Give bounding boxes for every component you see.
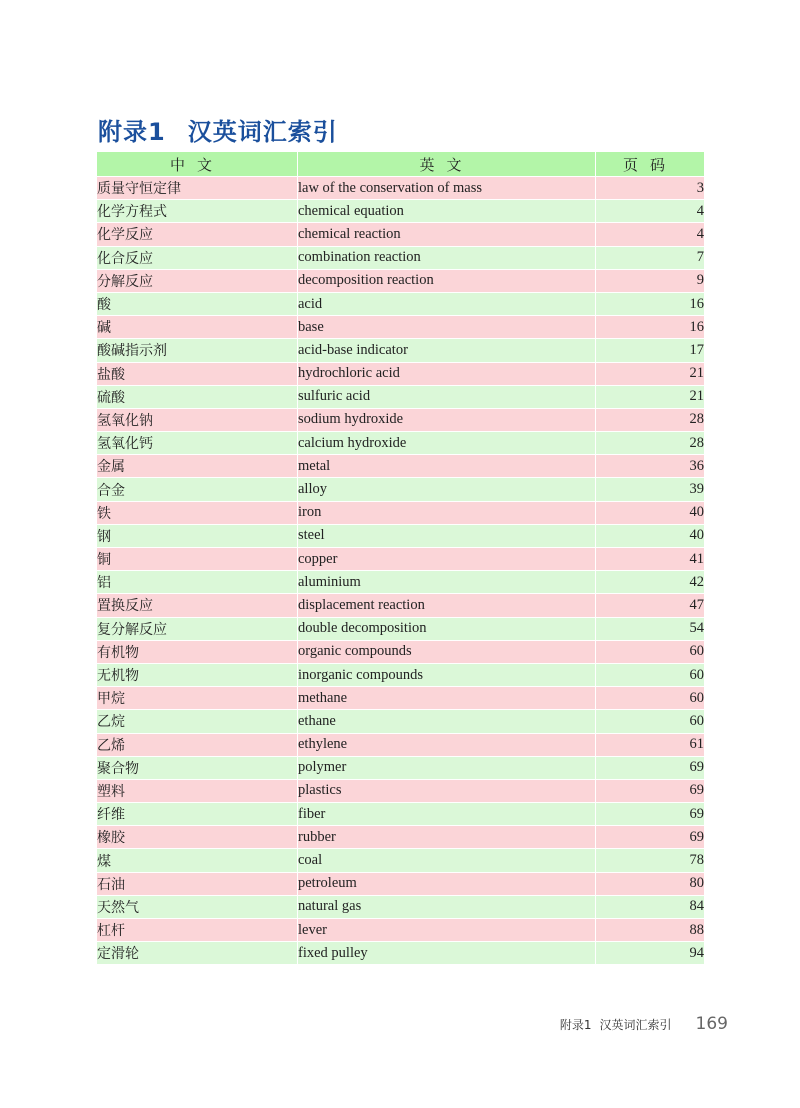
term-chinese: 乙烷 xyxy=(97,710,298,733)
table-row xyxy=(97,942,705,965)
term-english: iron xyxy=(298,501,596,524)
term-page: 41 xyxy=(596,548,705,571)
term-page: 16 xyxy=(596,292,705,315)
table-row xyxy=(97,872,705,895)
term-page: 28 xyxy=(596,432,705,455)
table-header-row xyxy=(97,152,705,177)
header-page: 页码 xyxy=(596,152,705,177)
table-row xyxy=(97,177,705,200)
term-chinese: 铝 xyxy=(97,571,298,594)
term-page: 28 xyxy=(596,408,705,431)
term-chinese: 杠杆 xyxy=(97,919,298,942)
table-row xyxy=(97,316,705,339)
term-chinese: 纤维 xyxy=(97,803,298,826)
vocabulary-index-table xyxy=(96,151,705,965)
term-page: 69 xyxy=(596,803,705,826)
term-chinese: 有机物 xyxy=(97,640,298,663)
footer-label: 附录1 xyxy=(559,1018,592,1032)
table-row xyxy=(97,548,705,571)
term-english: chemical reaction xyxy=(298,223,596,246)
table-row xyxy=(97,223,705,246)
term-page: 78 xyxy=(596,849,705,872)
term-english: base xyxy=(298,316,596,339)
table-row xyxy=(97,617,705,640)
term-english: polymer xyxy=(298,756,596,779)
term-page: 60 xyxy=(596,640,705,663)
footer-title: 汉英词汇索引 xyxy=(599,1018,672,1032)
term-english: lever xyxy=(298,919,596,942)
term-chinese: 化合反应 xyxy=(97,246,298,269)
term-page: 7 xyxy=(596,246,705,269)
term-chinese: 塑料 xyxy=(97,779,298,802)
term-english: law of the conservation of mass xyxy=(298,177,596,200)
term-chinese: 复分解反应 xyxy=(97,617,298,640)
table-row xyxy=(97,432,705,455)
term-chinese: 盐酸 xyxy=(97,362,298,385)
term-chinese: 天然气 xyxy=(97,895,298,918)
page-number: 169 xyxy=(695,1014,728,1034)
term-english: fixed pulley xyxy=(298,942,596,965)
table-row xyxy=(97,362,705,385)
term-chinese: 乙烯 xyxy=(97,733,298,756)
term-chinese: 无机物 xyxy=(97,663,298,686)
table-row xyxy=(97,663,705,686)
term-page: 9 xyxy=(596,269,705,292)
term-chinese: 聚合物 xyxy=(97,756,298,779)
table-row xyxy=(97,408,705,431)
term-chinese: 置换反应 xyxy=(97,594,298,617)
table-row xyxy=(97,895,705,918)
term-page: 84 xyxy=(596,895,705,918)
term-chinese: 合金 xyxy=(97,478,298,501)
term-chinese: 定滑轮 xyxy=(97,942,298,965)
term-page: 21 xyxy=(596,385,705,408)
term-page: 69 xyxy=(596,756,705,779)
term-page: 4 xyxy=(596,200,705,223)
term-chinese: 分解反应 xyxy=(97,269,298,292)
term-english: metal xyxy=(298,455,596,478)
term-english: natural gas xyxy=(298,895,596,918)
table-row xyxy=(97,733,705,756)
table-row xyxy=(97,478,705,501)
table-row xyxy=(97,779,705,802)
page-title xyxy=(98,112,338,147)
term-english: methane xyxy=(298,687,596,710)
term-page: 21 xyxy=(596,362,705,385)
term-page: 36 xyxy=(596,455,705,478)
term-page: 80 xyxy=(596,872,705,895)
term-english: calcium hydroxide xyxy=(298,432,596,455)
term-chinese: 质量守恒定律 xyxy=(97,177,298,200)
table-row xyxy=(97,756,705,779)
term-chinese: 铜 xyxy=(97,548,298,571)
appendix-label: 附录1 xyxy=(98,118,166,146)
term-english: fiber xyxy=(298,803,596,826)
table-row xyxy=(97,803,705,826)
term-chinese: 橡胶 xyxy=(97,826,298,849)
term-english: coal xyxy=(298,849,596,872)
term-page: 40 xyxy=(596,524,705,547)
term-chinese: 石油 xyxy=(97,872,298,895)
term-english: combination reaction xyxy=(298,246,596,269)
term-english: chemical equation xyxy=(298,200,596,223)
term-chinese: 铁 xyxy=(97,501,298,524)
term-chinese: 氢氧化钠 xyxy=(97,408,298,431)
term-page: 39 xyxy=(596,478,705,501)
table-row xyxy=(97,200,705,223)
term-english: steel xyxy=(298,524,596,547)
term-english: inorganic compounds xyxy=(298,663,596,686)
term-chinese: 酸碱指示剂 xyxy=(97,339,298,362)
term-page: 88 xyxy=(596,919,705,942)
table-row xyxy=(97,640,705,663)
term-english: rubber xyxy=(298,826,596,849)
table-row xyxy=(97,849,705,872)
term-page: 42 xyxy=(596,571,705,594)
table-row xyxy=(97,339,705,362)
table-row xyxy=(97,919,705,942)
table-row xyxy=(97,594,705,617)
term-page: 47 xyxy=(596,594,705,617)
term-chinese: 煤 xyxy=(97,849,298,872)
term-chinese: 硫酸 xyxy=(97,385,298,408)
term-page: 61 xyxy=(596,733,705,756)
term-english: sulfuric acid xyxy=(298,385,596,408)
term-english: plastics xyxy=(298,779,596,802)
table-row xyxy=(97,292,705,315)
term-page: 60 xyxy=(596,663,705,686)
term-english: alloy xyxy=(298,478,596,501)
term-chinese: 钢 xyxy=(97,524,298,547)
table-row xyxy=(97,385,705,408)
term-chinese: 化学方程式 xyxy=(97,200,298,223)
table-row xyxy=(97,455,705,478)
table-row xyxy=(97,687,705,710)
table-row xyxy=(97,571,705,594)
appendix-title: 汉英词汇索引 xyxy=(187,118,338,146)
term-chinese: 化学反应 xyxy=(97,223,298,246)
term-english: acid xyxy=(298,292,596,315)
term-english: displacement reaction xyxy=(298,594,596,617)
term-page: 3 xyxy=(596,177,705,200)
header-chinese: 中文 xyxy=(97,152,298,177)
term-english: hydrochloric acid xyxy=(298,362,596,385)
term-page: 94 xyxy=(596,942,705,965)
term-page: 17 xyxy=(596,339,705,362)
term-english: aluminium xyxy=(298,571,596,594)
term-english: petroleum xyxy=(298,872,596,895)
term-page: 69 xyxy=(596,779,705,802)
term-page: 54 xyxy=(596,617,705,640)
term-chinese: 甲烷 xyxy=(97,687,298,710)
term-page: 40 xyxy=(596,501,705,524)
term-chinese: 金属 xyxy=(97,455,298,478)
table-row xyxy=(97,524,705,547)
header-english: 英文 xyxy=(298,152,596,177)
term-page: 16 xyxy=(596,316,705,339)
term-english: sodium hydroxide xyxy=(298,408,596,431)
term-chinese: 碱 xyxy=(97,316,298,339)
term-page: 69 xyxy=(596,826,705,849)
term-page: 60 xyxy=(596,687,705,710)
term-chinese: 酸 xyxy=(97,292,298,315)
table-row xyxy=(97,826,705,849)
term-chinese: 氢氧化钙 xyxy=(97,432,298,455)
term-page: 4 xyxy=(596,223,705,246)
table-row xyxy=(97,710,705,733)
term-english: double decomposition xyxy=(298,617,596,640)
table-body xyxy=(97,177,705,965)
term-english: acid-base indicator xyxy=(298,339,596,362)
term-english: organic compounds xyxy=(298,640,596,663)
term-english: copper xyxy=(298,548,596,571)
term-english: ethylene xyxy=(298,733,596,756)
table-row xyxy=(97,501,705,524)
table-row xyxy=(97,246,705,269)
term-english: ethane xyxy=(298,710,596,733)
table-row xyxy=(97,269,705,292)
page-footer xyxy=(560,1014,728,1034)
term-english: decomposition reaction xyxy=(298,269,596,292)
term-page: 60 xyxy=(596,710,705,733)
